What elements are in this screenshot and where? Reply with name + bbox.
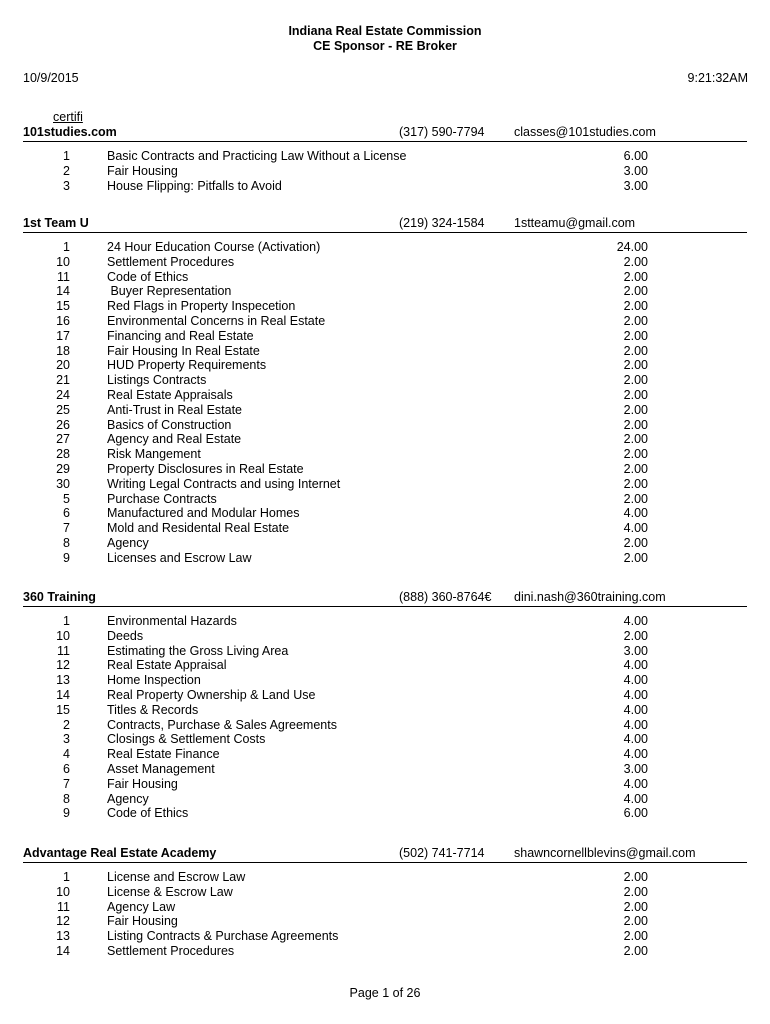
course-title: Risk Mangement — [107, 447, 201, 462]
course-title: Closings & Settlement Costs — [107, 732, 266, 747]
course-title: Agency Law — [107, 899, 176, 914]
course-row — [0, 900, 770, 915]
course-number: 8 — [63, 536, 70, 550]
course-hours: 2.00 — [623, 373, 648, 388]
sponsor-email: dini.nash@360training.com — [514, 590, 666, 604]
report-time: 9:21:32AM — [687, 71, 748, 85]
course-title: Property Disclosures in Real Estate — [107, 462, 304, 476]
course-hours: 3.00 — [623, 762, 648, 776]
course-title: Agency — [107, 791, 149, 806]
course-number: 3 — [63, 178, 70, 193]
course-hours: 2.00 — [623, 299, 648, 314]
course-number: 21 — [56, 373, 70, 388]
course-hours: 4.00 — [623, 688, 648, 702]
course-hours: 3.00 — [623, 163, 648, 178]
report-date: 10/9/2015 — [23, 71, 79, 85]
course-hours: 4.00 — [623, 673, 648, 688]
course-hours: 4.00 — [623, 702, 648, 717]
course-number: 18 — [56, 343, 70, 358]
course-title: Fair Housing — [107, 163, 178, 178]
course-row — [0, 240, 770, 255]
course-number: 29 — [56, 462, 70, 476]
course-title: Anti-Trust in Real Estate — [107, 402, 243, 417]
course-title: Code of Ethics — [107, 806, 189, 821]
course-row — [0, 658, 770, 673]
course-hours: 2.00 — [623, 550, 648, 565]
course-title: House Flipping: Pitfalls to Avoid — [107, 178, 282, 193]
course-hours: 2.00 — [623, 284, 648, 299]
course-number: 11 — [57, 899, 70, 914]
course-title: Financing and Real Estate — [107, 328, 254, 343]
course-hours: 3.00 — [623, 643, 648, 658]
course-title: Environmental Concerns in Real Estate — [107, 314, 326, 328]
course-row — [0, 732, 770, 747]
course-number: 15 — [56, 299, 70, 314]
course-row — [0, 718, 770, 733]
sponsor-name: Advantage Real Estate Academy — [23, 846, 217, 860]
course-row — [0, 551, 770, 566]
course-row — [0, 944, 770, 959]
sponsor-header — [23, 125, 747, 142]
course-row — [0, 492, 770, 507]
course-number: 28 — [56, 447, 70, 462]
course-number: 11 — [57, 269, 70, 284]
course-title: Fair Housing — [107, 914, 178, 929]
course-title: Code of Ethics — [107, 269, 189, 284]
course-number: 6 — [63, 506, 70, 521]
course-title: License & Escrow Law — [107, 884, 233, 899]
course-row — [0, 506, 770, 521]
course-row — [0, 806, 770, 821]
course-title: Contracts, Purchase & Sales Agreements — [107, 717, 337, 732]
course-row — [0, 521, 770, 536]
course-hours: 4.00 — [623, 747, 648, 762]
sponsor-phone: (219) 324-1584 — [399, 216, 485, 230]
course-hours: 2.00 — [623, 929, 648, 944]
course-number: 12 — [56, 658, 70, 673]
course-title: Settlement Procedures — [107, 254, 235, 269]
course-number: 1 — [63, 149, 70, 163]
course-title: Writing Legal Contracts and using Internet — [107, 476, 341, 491]
course-hours: 2.00 — [623, 870, 648, 884]
course-hours: 6.00 — [623, 149, 648, 163]
course-row — [0, 747, 770, 762]
course-hours: 2.00 — [623, 254, 648, 269]
course-title: 24 Hour Education Course (Activation) — [107, 240, 321, 254]
column-label: certifi — [53, 110, 83, 124]
course-hours: 4.00 — [623, 614, 648, 628]
course-hours: 4.00 — [623, 521, 648, 536]
course-title: Titles & Records — [107, 702, 199, 717]
course-row — [0, 477, 770, 492]
course-number: 2 — [63, 717, 70, 732]
sponsor-email: 1stteamu@gmail.com — [514, 216, 636, 230]
course-number: 14 — [56, 284, 70, 299]
course-title: Licenses and Escrow Law — [107, 550, 252, 565]
course-number: 16 — [56, 314, 70, 328]
course-hours: 4.00 — [623, 776, 648, 791]
course-number: 10 — [56, 628, 70, 643]
course-number: 25 — [56, 402, 70, 417]
course-row — [0, 870, 770, 885]
course-title: Agency and Real Estate — [107, 432, 242, 447]
course-number: 13 — [56, 673, 70, 688]
course-row — [0, 792, 770, 807]
course-row — [0, 164, 770, 179]
course-number: 26 — [56, 417, 70, 432]
page-number: Page 1 of 26 — [349, 986, 421, 1000]
course-number: 14 — [56, 944, 70, 958]
course-row — [0, 688, 770, 703]
course-number: 12 — [56, 914, 70, 929]
course-hours: 2.00 — [623, 432, 648, 447]
course-row — [0, 270, 770, 285]
course-hours: 2.00 — [623, 914, 648, 929]
course-row — [0, 358, 770, 373]
course-row — [0, 644, 770, 659]
course-title: Mold and Residental Real Estate — [107, 521, 290, 536]
course-title: Settlement Procedures — [107, 944, 235, 958]
course-hours: 2.00 — [623, 536, 648, 550]
course-hours: 4.00 — [623, 732, 648, 747]
course-hours: 2.00 — [623, 328, 648, 343]
course-title: Manufactured and Modular Homes — [107, 506, 300, 521]
course-row — [0, 703, 770, 718]
course-row — [0, 373, 770, 388]
course-hours: 2.00 — [623, 476, 648, 491]
sponsor-header — [23, 846, 747, 863]
course-title: Listings Contracts — [107, 373, 207, 388]
course-title: Home Inspection — [107, 673, 201, 688]
course-hours: 2.00 — [623, 491, 648, 506]
course-number: 24 — [56, 388, 70, 402]
course-title: Real Estate Finance — [107, 747, 220, 762]
course-row — [0, 344, 770, 359]
course-row — [0, 536, 770, 551]
course-title: Fair Housing In Real Estate — [107, 343, 260, 358]
course-number: 27 — [56, 432, 70, 447]
course-hours: 2.00 — [623, 358, 648, 373]
course-row — [0, 929, 770, 944]
course-row — [0, 284, 770, 299]
course-number: 2 — [63, 163, 70, 178]
course-row — [0, 179, 770, 194]
sponsor-name: 101studies.com — [23, 125, 117, 139]
course-hours: 2.00 — [623, 447, 648, 462]
course-title: Real Estate Appraisal — [107, 658, 227, 673]
course-hours: 24.00 — [616, 240, 648, 254]
course-number: 7 — [63, 521, 70, 536]
course-title: Basics of Construction — [107, 417, 232, 432]
course-number: 10 — [56, 254, 70, 269]
sponsor-name: 360 Training — [23, 590, 96, 604]
course-title: Environmental Hazards — [107, 614, 237, 628]
course-hours: 2.00 — [623, 462, 648, 476]
course-title: Deeds — [107, 628, 144, 643]
sponsor-header — [23, 216, 747, 233]
course-hours: 4.00 — [623, 791, 648, 806]
course-number: 15 — [56, 702, 70, 717]
sponsor-phone: (317) 590-7794 — [399, 125, 485, 139]
course-row — [0, 614, 770, 629]
course-hours: 2.00 — [623, 269, 648, 284]
course-number: 14 — [56, 688, 70, 702]
course-number: 11 — [57, 643, 70, 658]
course-hours: 3.00 — [623, 178, 648, 193]
course-row — [0, 885, 770, 900]
course-number: 3 — [63, 732, 70, 747]
course-title: Buyer Representation — [107, 284, 232, 299]
course-hours: 2.00 — [623, 884, 648, 899]
course-number: 30 — [56, 476, 70, 491]
course-title: Purchase Contracts — [107, 491, 217, 506]
report-subtitle: CE Sponsor - RE Broker — [313, 39, 457, 53]
course-number: 1 — [63, 614, 70, 628]
course-title: Listing Contracts & Purchase Agreements — [107, 929, 339, 944]
course-title: Basic Contracts and Practicing Law Without a License — [107, 149, 407, 163]
sponsor-name: 1st Team U — [23, 216, 89, 230]
course-hours: 2.00 — [623, 402, 648, 417]
course-hours: 4.00 — [623, 506, 648, 521]
course-row — [0, 629, 770, 644]
sponsor-email: shawncornellblevins@gmail.com — [514, 846, 696, 860]
course-title: Real Estate Appraisals — [107, 388, 233, 402]
course-row — [0, 762, 770, 777]
course-hours: 2.00 — [623, 314, 648, 328]
course-number: 9 — [63, 806, 70, 821]
course-title: Red Flags in Property Inspecetion — [107, 299, 296, 314]
course-number: 6 — [63, 762, 70, 776]
course-title: Estimating the Gross Living Area — [107, 643, 289, 658]
course-row — [0, 255, 770, 270]
sponsor-phone: (502) 741-7714 — [399, 846, 485, 860]
course-number: 17 — [56, 328, 70, 343]
course-row — [0, 777, 770, 792]
course-number: 1 — [63, 240, 70, 254]
course-hours: 2.00 — [623, 343, 648, 358]
course-hours: 2.00 — [623, 899, 648, 914]
course-number: 1 — [63, 870, 70, 884]
course-number: 9 — [63, 550, 70, 565]
course-title: Asset Management — [107, 762, 215, 776]
course-row — [0, 388, 770, 403]
course-title: Agency — [107, 536, 149, 550]
course-title: HUD Property Requirements — [107, 358, 267, 373]
sponsor-phone: (888) 360-8764€ — [399, 590, 492, 604]
sponsor-header — [23, 590, 747, 607]
sponsor-email: classes@101studies.com — [514, 125, 656, 139]
course-title: Real Property Ownership & Land Use — [107, 688, 316, 702]
course-hours: 2.00 — [623, 417, 648, 432]
course-hours: 4.00 — [623, 658, 648, 673]
course-row — [0, 447, 770, 462]
course-number: 8 — [63, 791, 70, 806]
course-number: 5 — [63, 491, 70, 506]
course-row — [0, 149, 770, 164]
course-number: 20 — [56, 358, 70, 373]
report-title: Indiana Real Estate Commission — [288, 24, 482, 38]
course-number: 4 — [63, 747, 70, 762]
course-row — [0, 673, 770, 688]
course-row — [0, 314, 770, 329]
course-number: 7 — [63, 776, 70, 791]
course-title: License and Escrow Law — [107, 870, 246, 884]
course-hours: 6.00 — [623, 806, 648, 821]
course-hours: 4.00 — [623, 717, 648, 732]
course-number: 13 — [56, 929, 70, 944]
course-row — [0, 403, 770, 418]
course-hours: 2.00 — [623, 388, 648, 402]
course-row — [0, 462, 770, 477]
course-row — [0, 299, 770, 314]
course-row — [0, 418, 770, 433]
course-row — [0, 329, 770, 344]
course-row — [0, 432, 770, 447]
course-row — [0, 914, 770, 929]
course-number: 10 — [56, 884, 70, 899]
course-title: Fair Housing — [107, 776, 178, 791]
course-hours: 2.00 — [623, 628, 648, 643]
course-hours: 2.00 — [623, 944, 648, 958]
